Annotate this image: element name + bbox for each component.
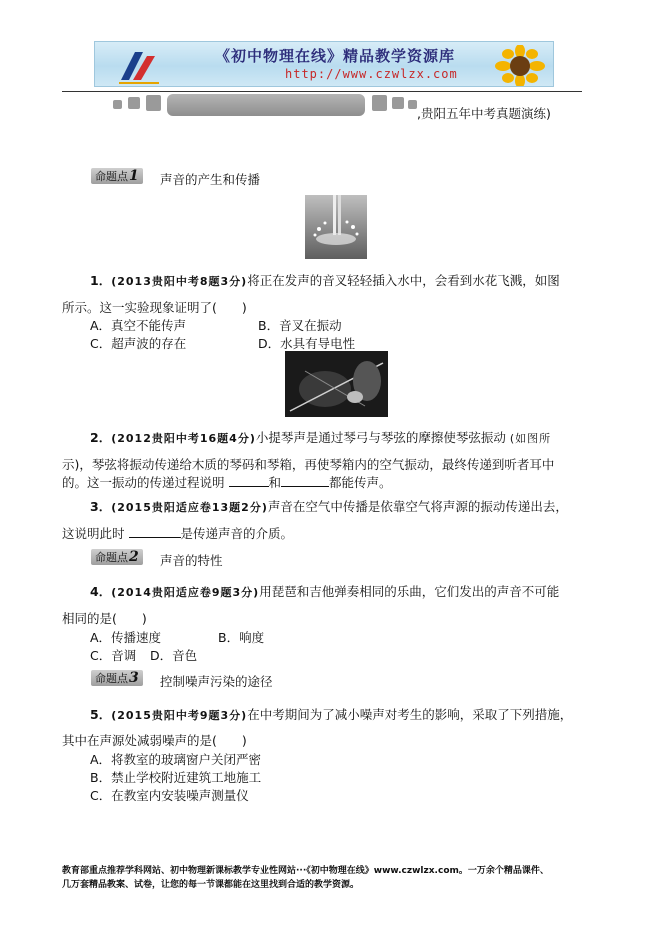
- question-3-line-2: 这说明此时 是传递声音的介质。: [62, 526, 294, 541]
- header-title-redacted: [167, 94, 365, 116]
- sunflower-icon: [493, 45, 547, 87]
- question-4-option-d: D．音色: [150, 648, 198, 663]
- question-1-option-a: A．真空不能传声: [90, 318, 187, 333]
- violin-playing-image: [285, 351, 388, 417]
- tuning-fork-in-water-image: [305, 195, 367, 259]
- question-5-option-a: A．将教室的玻璃窗户关闭严密: [90, 752, 262, 767]
- question-1-line-1: 1．(2013贵阳中考8题3分)将正在发声的音叉轻轻插入水中，会看到水花飞溅，如图: [90, 273, 560, 288]
- header-decor-square: [392, 97, 404, 109]
- question-3-line-1: 3．(2015贵阳适应卷13题2分)声音在空气中传播是依靠空气将声源的振动传递出去，: [90, 499, 568, 514]
- question-2-line-2: 示)，琴弦将振动传递给木质的琴码和琴箱，再使琴箱内的空气振动，最终传递到听者耳中: [62, 457, 555, 472]
- footer-line-1: 教育部重点推荐学科网站、初中物理新课标教学专业性网站···《初中物理在线》www.czwlzx.com。一万余个精品课件、: [62, 866, 549, 876]
- question-2-line-1: 2．(2012贵阳中考16题4分)小提琴声是通过琴弓与琴弦的摩擦使琴弦振动 (如图所: [90, 430, 552, 445]
- header-decor-square: [128, 97, 140, 109]
- question-4-line-1: 4．(2014贵阳适应卷9题3分)用琵琶和吉他弹奏相同的乐曲，它们发出的声音不可能: [90, 584, 560, 599]
- question-5-option-b: B．禁止学校附近建筑工地施工: [90, 770, 262, 785]
- question-5-line-1: 5．(2015贵阳中考9题3分)在中考期间为了减小噪声对考生的影响，采取了下列措施，: [90, 707, 573, 722]
- question-4-option-b: B．响度: [218, 630, 265, 645]
- answer-blank[interactable]: [229, 474, 269, 487]
- question-1-option-c: C．超声波的存在: [90, 336, 187, 351]
- header-decor-square: [113, 100, 122, 109]
- footer-line-2: 几万套精品教案、试卷，让您的每一节课都能在这里找到合适的教学资源。: [62, 880, 360, 890]
- question-1-option-d: D．水具有导电性: [258, 336, 356, 351]
- section-title-3: 控制噪声污染的途径: [160, 674, 273, 689]
- question-5-line-2: 其中在声源处减弱噪声的是( ): [62, 733, 247, 748]
- header-decor-square: [408, 100, 417, 109]
- question-5-source: (2015贵阳中考9题3分): [111, 709, 248, 722]
- question-2-line-3: 的。这一振动的传递过程说明 和 都能传声。: [62, 475, 392, 490]
- header-banner: [94, 41, 554, 87]
- question-4-option-c: C．音调: [90, 648, 137, 663]
- question-3-source: (2015贵阳适应卷13题2分): [111, 501, 268, 514]
- site-logo-icon: [117, 46, 161, 84]
- question-1-source: (2013贵阳中考8题3分): [111, 275, 248, 288]
- header-rule: [62, 91, 582, 92]
- question-2-source: (2012贵阳中考16题4分): [111, 432, 256, 445]
- answer-blank[interactable]: [129, 525, 181, 538]
- header-decor-square: [372, 95, 387, 111]
- question-4-line-2: 相同的是( ): [62, 611, 147, 626]
- header-decor-square: [146, 95, 161, 111]
- section-tag-2: 命题点2: [91, 549, 143, 565]
- page-footer: [62, 864, 549, 892]
- question-4-source: (2014贵阳适应卷9题3分): [111, 586, 260, 599]
- question-4-option-a: A．传播速度: [90, 630, 162, 645]
- section-title-2: 声音的特性: [160, 553, 223, 568]
- section-title-1: 声音的产生和传播: [160, 172, 261, 187]
- section-tag-1: 命题点1: [91, 168, 143, 184]
- question-1-line-2: 所示。这一实验现象证明了( ): [62, 300, 247, 315]
- answer-blank[interactable]: [281, 474, 329, 487]
- header-subtitle: ,贵阳五年中考真题演练): [417, 106, 551, 121]
- question-1-option-b: B．音叉在振动: [258, 318, 342, 333]
- banner-title: 《初中物理在线》精品教学资源库: [215, 47, 456, 65]
- banner-url[interactable]: http://www.czwlzx.com: [285, 67, 458, 81]
- section-tag-3: 命题点3: [91, 670, 143, 686]
- question-5-option-c: C．在教室内安装噪声测量仪: [90, 788, 249, 803]
